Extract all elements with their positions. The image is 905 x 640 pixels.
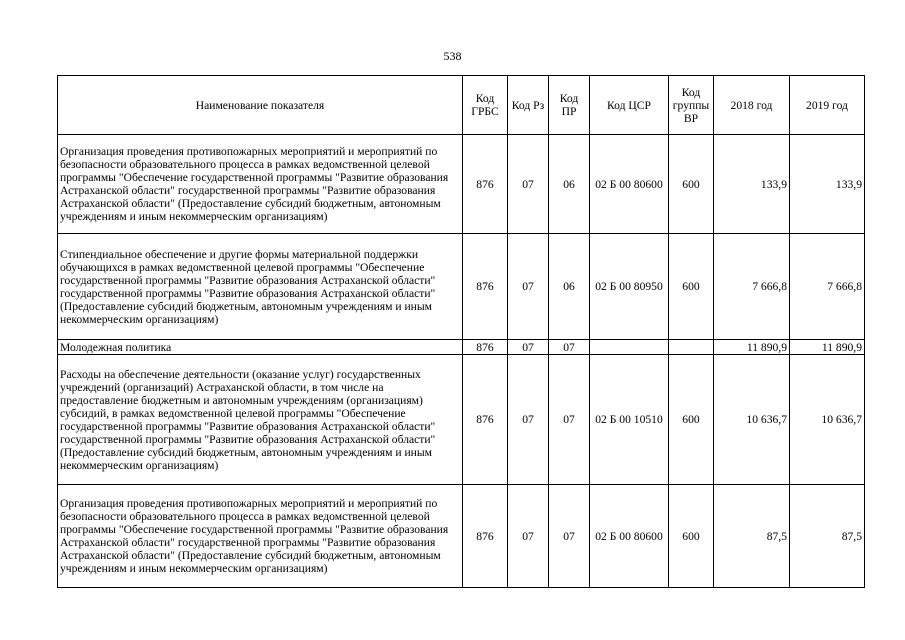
header-csr: Код ЦСР: [590, 76, 669, 135]
header-row: [58, 76, 865, 135]
table-row: [58, 485, 865, 588]
header-name: Наименование показателя: [58, 76, 463, 135]
header-2019: 2019 год: [790, 76, 865, 135]
row-name: Молодежная политика: [58, 340, 463, 355]
table-row: [58, 340, 865, 355]
row-grbs: 876: [463, 340, 508, 355]
row-name: Стипендиальное обеспечение и другие формы материальной поддержки обучающихся в рамках ведомственной целевой программы "Обеспечение государственной программы "Развитие образования Астраханской области" государственной программы "Развитие образования Астраханской области" (Предоставление субсидий бюджетным, автономным учреждениям и иным некоммерческим организациям): [58, 234, 463, 340]
page-number: 538: [443, 49, 462, 63]
row-rz: 07: [508, 234, 549, 340]
row-pr: 07: [549, 340, 590, 355]
row-name: Организация проведения противопожарных мероприятий и мероприятий по безопасности образовательного процесса в рамках ведомственной целевой программы "Обеспечение государственной программы "Развитие образования Астраханской области" государственной программы "Развитие образования Астраханской области" (Предоставление субсидий бюджетным, автономным учреждениям и иным некоммерческим организациям): [58, 135, 463, 234]
row-grbs: 876: [463, 234, 508, 340]
row-grbs: 876: [463, 135, 508, 234]
row-rz: 07: [508, 485, 549, 588]
row-csr: 02 Б 00 10510: [590, 355, 669, 485]
row-2018: 133,9: [714, 135, 790, 234]
header-grbs: Код ГРБС: [463, 76, 508, 135]
row-pr: 07: [549, 485, 590, 588]
table-row: [58, 355, 865, 485]
row-pr: 07: [549, 355, 590, 485]
row-grbs: 876: [463, 485, 508, 588]
row-rz: 07: [508, 135, 549, 234]
row-csr: 02 Б 00 80600: [590, 485, 669, 588]
row-2018: 11 890,9: [714, 340, 790, 355]
row-vr: 600: [669, 135, 714, 234]
row-rz: 07: [508, 355, 549, 485]
row-vr: [669, 340, 714, 355]
row-name: Расходы на обеспечение деятельности (оказание услуг) государственных учреждений (организаций) Астраханской области, в том числе на предоставление бюджетным и автономным учреждениям (организациям) субсидий, в рамках ведомственной целевой программы "Обеспечение государственной программы "Развитие образования Астраханской области" государственной программы "Развитие образования Астраханской области" (Предоставление субсидий бюджетным, автономным учреждениям и иным некоммерческим организациям): [58, 355, 463, 485]
row-rz: 07: [508, 340, 549, 355]
row-2019: 10 636,7: [790, 355, 865, 485]
row-2018: 7 666,8: [714, 234, 790, 340]
table-row: [58, 234, 865, 340]
row-grbs: 876: [463, 355, 508, 485]
header-rz: Код Рз: [508, 76, 549, 135]
table-row: [58, 135, 865, 234]
header-pr: Код ПР: [549, 76, 590, 135]
budget-table: [57, 75, 865, 588]
row-vr: 600: [669, 234, 714, 340]
row-csr: 02 Б 00 80950: [590, 234, 669, 340]
row-vr: 600: [669, 485, 714, 588]
row-csr: 02 Б 00 80600: [590, 135, 669, 234]
row-name: Организация проведения противопожарных мероприятий и мероприятий по безопасности образовательного процесса в рамках ведомственной целевой программы "Обеспечение государственной программы "Развитие образования Астраханской области" государственной программы "Развитие образования Астраханской области" (Предоставление субсидий бюджетным, автономным учреждениям и иным некоммерческим организациям): [58, 485, 463, 588]
header-2018: 2018 год: [714, 76, 790, 135]
row-pr: 06: [549, 135, 590, 234]
row-2019: 133,9: [790, 135, 865, 234]
row-csr: [590, 340, 669, 355]
row-vr: 600: [669, 355, 714, 485]
row-2019: 7 666,8: [790, 234, 865, 340]
row-2019: 11 890,9: [790, 340, 865, 355]
row-pr: 06: [549, 234, 590, 340]
header-vr: Код группы ВР: [669, 76, 714, 135]
row-2018: 10 636,7: [714, 355, 790, 485]
row-2019: 87,5: [790, 485, 865, 588]
row-2018: 87,5: [714, 485, 790, 588]
